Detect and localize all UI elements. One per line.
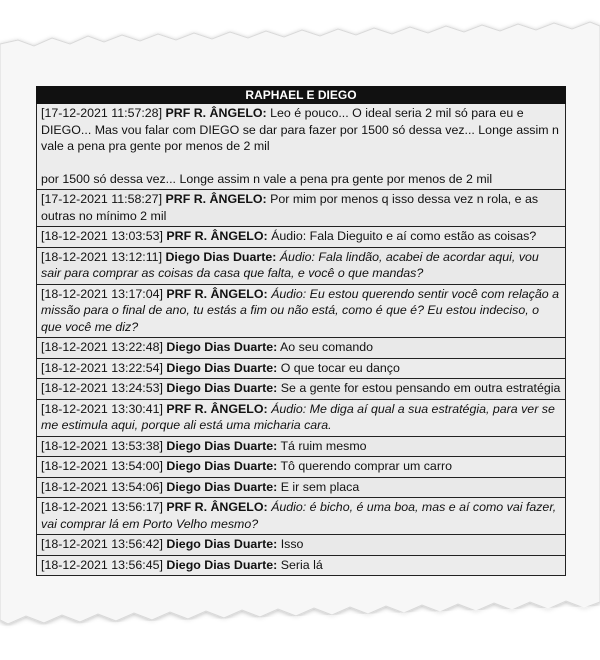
message-text: Ao seu comando: [280, 340, 374, 354]
message-sender: Diego Dias Duarte:: [166, 340, 278, 354]
message-row: [37, 498, 565, 535]
message-timestamp: [18-12-2021 13:22:54]: [41, 360, 163, 375]
message-timestamp: [18-12-2021 13:56:42]: [41, 537, 163, 551]
message-timestamp: [18-12-2021 13:53:38]: [41, 438, 163, 453]
message-continuation: por 1500 só dessa vez... Longe assim n vale a pena pra gente por menos de 2 mil: [41, 171, 493, 186]
message-row: [37, 248, 565, 285]
message-row: [37, 478, 565, 499]
message-sender: PRF R. ÂNGELO:: [166, 229, 268, 243]
message-row: [37, 437, 565, 458]
message-text: Áudio: Eu estou querendo sentir você com relação a missão para o final de ano, tu estás a fim ou não está, como é que é? Eu estou indeciso, o que você me diz?: [41, 286, 559, 334]
message-sender: PRF R. ÂNGELO:: [166, 500, 268, 514]
message-row: [37, 338, 565, 359]
message-sender: Diego Dias Duarte:: [166, 537, 278, 551]
message-row: [37, 285, 565, 339]
message-sender: Diego Dias Duarte:: [166, 438, 278, 453]
message-row: [37, 400, 565, 437]
message-text: Seria lá: [280, 557, 323, 572]
message-sender: Diego Dias Duarte:: [166, 557, 278, 572]
message-text: Áudio: é bicho, é uma boa, mas e aí como vai fazer, vai comprar lá em Porto Velho mesmo?: [41, 500, 557, 531]
message-text: Isso: [280, 537, 304, 551]
message-list: [36, 104, 566, 576]
message-sender: Diego Dias Duarte:: [166, 381, 278, 395]
message-timestamp: [18-12-2021 13:03:53]: [41, 229, 163, 243]
message-text: O que tocar eu danço: [280, 360, 400, 375]
message-row: [37, 457, 565, 478]
message-timestamp: [18-12-2021 13:54:06]: [41, 479, 163, 494]
message-timestamp: [17-12-2021 11:57:28]: [41, 106, 163, 120]
message-timestamp: [18-12-2021 13:56:17]: [41, 500, 163, 514]
message-timestamp: [18-12-2021 13:56:45]: [41, 557, 163, 572]
message-sender: PRF R. ÂNGELO:: [165, 192, 267, 206]
message-sender: PRF R. ÂNGELO:: [165, 106, 267, 120]
message-text: E ir sem placa: [280, 479, 360, 494]
message-timestamp: [18-12-2021 13:30:41]: [41, 401, 163, 416]
message-text: Áudio: Fala lindão, acabei de acordar aqui, vou sair para comprar as coisas da casa que falta, e você o que mandas?: [41, 249, 539, 280]
message-timestamp: [18-12-2021 13:54:00]: [41, 459, 163, 473]
message-sender: Diego Dias Duarte:: [165, 249, 277, 264]
message-timestamp: [18-12-2021 13:12:11]: [41, 249, 163, 264]
message-sender: PRF R. ÂNGELO:: [166, 286, 268, 301]
message-sender: PRF R. ÂNGELO:: [166, 401, 268, 416]
message-text: Leo é pouco... O ideal seria 2 mil só para eu e DIEGO... Mas vou falar com DIEGO se dar para fazer por 1500 só dessa vez... Longe assim n vale a pena pra gente por menos de 2 mil: [41, 106, 559, 153]
message-timestamp: [18-12-2021 13:22:48]: [41, 340, 163, 354]
message-sender: Diego Dias Duarte:: [166, 479, 278, 494]
message-text: Tá ruim mesmo: [280, 438, 367, 453]
message-row: [37, 104, 565, 190]
message-row: [37, 379, 565, 400]
message-text: Áudio: Fala Dieguito e aí como estão as coisas?: [271, 229, 537, 243]
message-row: [37, 535, 565, 556]
message-row: [37, 190, 565, 227]
message-row: [37, 556, 565, 577]
message-text: Por mim por menos q isso dessa vez n rola, e as outras no mínimo 2 mil: [41, 192, 539, 223]
message-sender: Diego Dias Duarte:: [166, 360, 278, 375]
chat-transcript-table: [36, 86, 566, 592]
message-timestamp: [17-12-2021 11:58:27]: [41, 192, 163, 206]
message-row: [37, 227, 565, 248]
message-text: Áudio: Me diga aí qual a sua estratégia, para ver se me estimula aqui, porque ali está uma micharia cara.: [41, 401, 555, 432]
message-timestamp: [18-12-2021 13:24:53]: [41, 381, 163, 395]
message-text: Tô querendo comprar um carro: [280, 459, 452, 473]
message-sender: Diego Dias Duarte:: [166, 459, 278, 473]
message-timestamp: [18-12-2021 13:17:04]: [41, 286, 163, 301]
table-title: RAPHAEL E DIEGO: [36, 86, 566, 104]
message-row: [37, 359, 565, 380]
message-text: Se a gente for estou pensando em outra estratégia: [280, 381, 561, 395]
